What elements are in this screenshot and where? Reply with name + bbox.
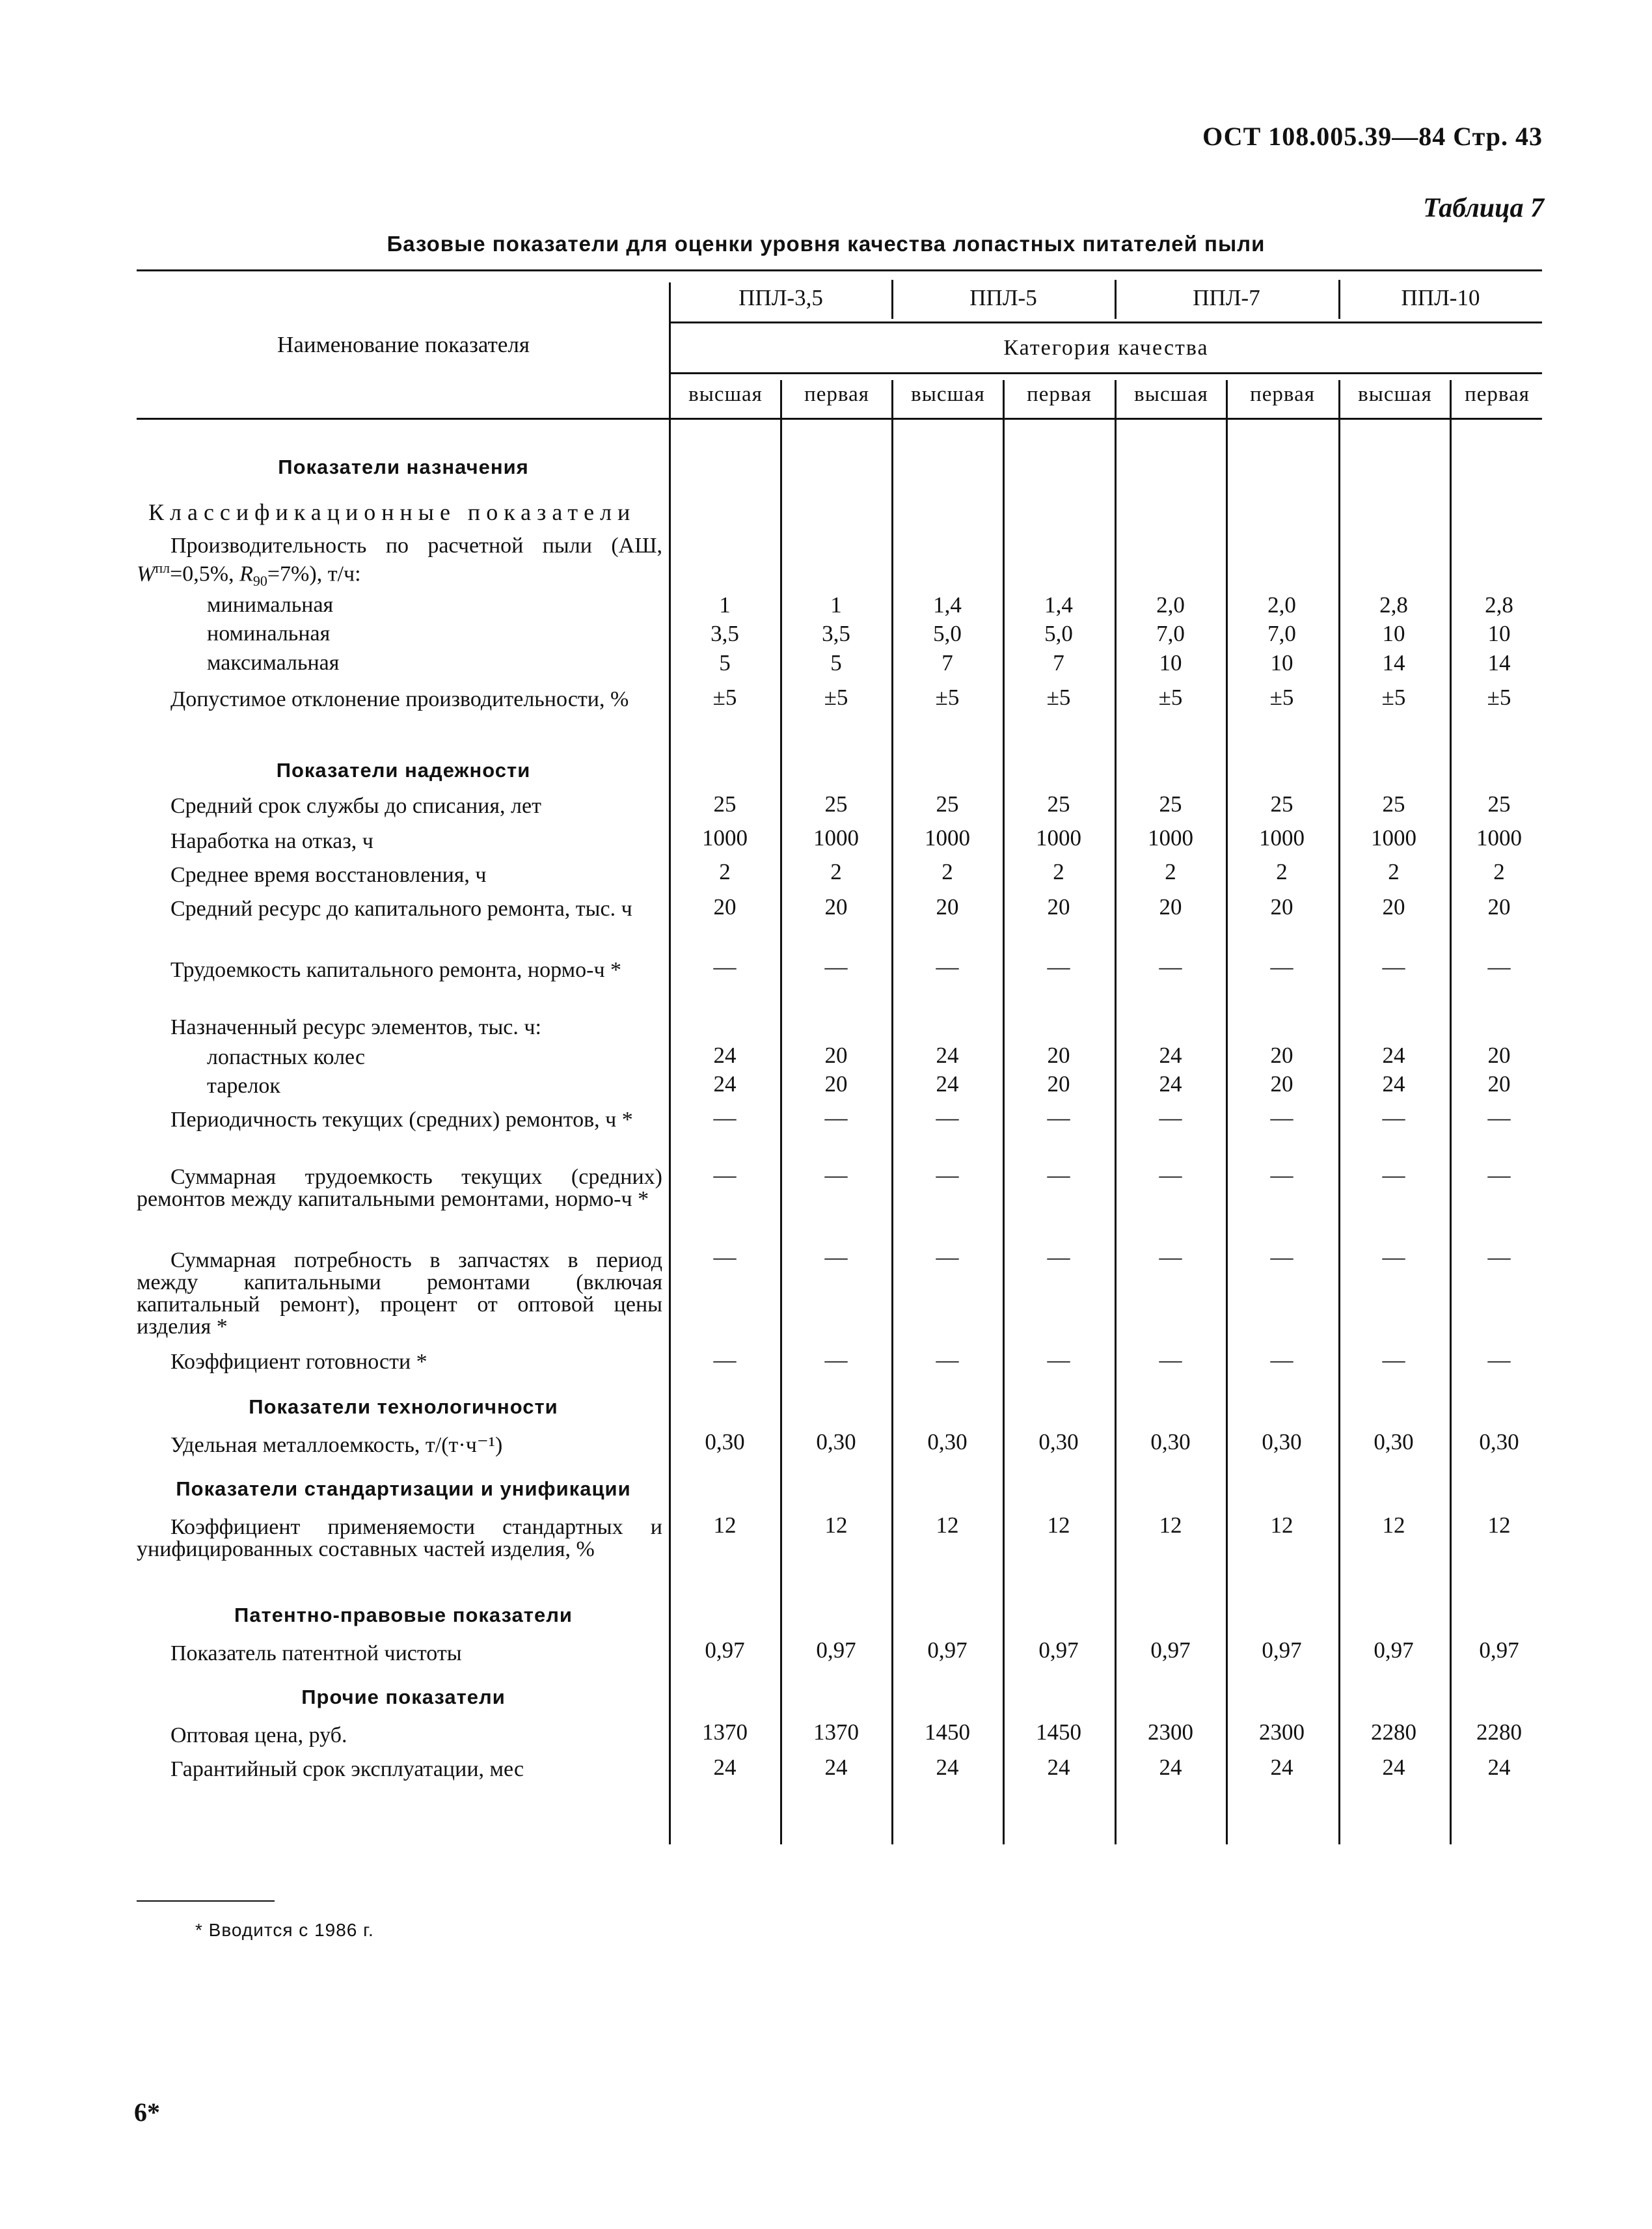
- table-cell: 2280: [1371, 1719, 1416, 1745]
- subcategory-header: высшая: [911, 383, 985, 406]
- footnote-rule: [137, 1900, 275, 1902]
- header-bottom-rule: [137, 418, 1542, 420]
- table-cell: 20: [1047, 894, 1070, 920]
- table-cell: 24: [713, 1043, 737, 1068]
- table-cell: 10: [1382, 621, 1405, 646]
- table-cell: 0,97: [1038, 1637, 1079, 1663]
- section-heading: Патентно-правовые показатели: [234, 1604, 573, 1626]
- table-cell: 2: [1165, 859, 1176, 884]
- table-cell: —: [936, 1162, 959, 1188]
- table-cell: 20: [936, 894, 959, 920]
- table-cell: —: [713, 1244, 737, 1270]
- table-cell: 10: [1487, 621, 1511, 646]
- table-cell: 0,97: [1262, 1637, 1302, 1663]
- section-heading: Показатели назначения: [278, 456, 529, 478]
- column-divider: [1003, 380, 1005, 1844]
- category-rule: [670, 372, 1542, 374]
- table-cell: 0,30: [1262, 1429, 1302, 1455]
- table-cell: 0,30: [705, 1429, 745, 1455]
- table-cell: 20: [1047, 1071, 1070, 1097]
- table-cell: —: [1487, 1347, 1511, 1373]
- table-cell: —: [824, 1244, 848, 1270]
- subcategory-header: первая: [1250, 383, 1315, 406]
- page-mark: 6*: [134, 2098, 160, 2127]
- row-label-mtbf: Наработка на отказ, ч: [170, 829, 373, 853]
- subcategory-header: высшая: [688, 383, 763, 406]
- table-cell: 20: [1487, 1071, 1511, 1097]
- table-cell: 25: [936, 791, 959, 817]
- table-cell: 20: [824, 1071, 848, 1097]
- table-cell: 24: [1159, 1043, 1182, 1068]
- table-cell: 24: [936, 1071, 959, 1097]
- table-cell: 24: [936, 1043, 959, 1068]
- table-cell: 20: [1270, 1071, 1293, 1097]
- table-cell: 24: [1382, 1071, 1405, 1097]
- quality-category-header: Категория качества: [1003, 336, 1209, 360]
- row-label-resource: Средний ресурс до капитального ремонта, тыс. ч: [170, 897, 632, 921]
- row-label-applicability: Коэффициент применяемости стандартных и унифицированных составных частей изделия, %: [137, 1515, 662, 1561]
- table-cell: 1,4: [933, 592, 962, 618]
- row-label-plates: тарелок: [207, 1074, 280, 1098]
- table-cell: ±5: [1046, 685, 1071, 710]
- table-cell: 1000: [1259, 825, 1305, 851]
- row-label-wheels: лопастных колес: [207, 1045, 366, 1069]
- table-cell: —: [824, 954, 848, 979]
- table-cell: —: [824, 1162, 848, 1188]
- row-label-service-life: Средний срок службы до списания, лет: [170, 794, 541, 818]
- table-cell: 5,0: [1044, 621, 1073, 646]
- row-label-price: Оптовая цена, руб.: [170, 1723, 347, 1747]
- model-header: ППЛ-10: [1401, 285, 1480, 310]
- table-cell: 25: [1487, 791, 1511, 817]
- table-cell: 2: [719, 859, 731, 884]
- table-cell: —: [1487, 1105, 1511, 1130]
- table-cell: 24: [1159, 1071, 1182, 1097]
- table-cell: 10: [1270, 650, 1293, 676]
- table-cell: —: [713, 1105, 737, 1130]
- subcategory-header: первая: [804, 383, 869, 406]
- row-label-spares: Суммарная потребность в запчастях в период между капитальными ремонтами (включая капитальный ремонт), процент от оптовой цены изделия *: [137, 1248, 662, 1339]
- column-divider: [1226, 380, 1228, 1844]
- table-cell: 1000: [1371, 825, 1416, 851]
- table-cell: 0,97: [1479, 1637, 1519, 1663]
- table-cell: —: [1487, 1162, 1511, 1188]
- table-cell: 24: [824, 1755, 848, 1780]
- table-cell: 14: [1382, 650, 1405, 676]
- table-cell: 24: [1047, 1755, 1070, 1780]
- table-cell: 2300: [1259, 1719, 1305, 1745]
- table-cell: 24: [713, 1071, 737, 1097]
- table-cell: 24: [1382, 1043, 1405, 1068]
- table-cell: —: [1159, 954, 1182, 979]
- footnote: * Вводится с 1986 г.: [195, 1920, 374, 1940]
- table-top-rule: [137, 269, 1542, 271]
- table-cell: 0,30: [816, 1429, 856, 1455]
- section-heading: Показатели технологичности: [249, 1395, 558, 1418]
- table-cell: 24: [1159, 1755, 1182, 1780]
- table-cell: 25: [1382, 791, 1405, 817]
- table-cell: 1370: [702, 1719, 748, 1745]
- row-label-max: максимальная: [207, 651, 340, 675]
- table-cell: 1370: [813, 1719, 859, 1745]
- model-header: ППЛ-3,5: [738, 285, 823, 310]
- section-heading: Показатели надежности: [276, 759, 531, 782]
- row-label-productivity: Производительность по расчетной пыли (АШ, $W^{пл}=0,5\%$, $R_{90}=7\%$), т/ч:: [137, 534, 662, 590]
- table-cell: 24: [1382, 1755, 1405, 1780]
- section-heading: Показатели стандартизации и унификации: [176, 1477, 631, 1500]
- table-cell: 10: [1159, 650, 1182, 676]
- table-cell: —: [1159, 1347, 1182, 1373]
- table-cell: 24: [713, 1755, 737, 1780]
- row-label-nom: номинальная: [207, 622, 331, 646]
- table-cell: 2: [1276, 859, 1288, 884]
- table-cell: 1000: [1148, 825, 1193, 851]
- table-cell: 5: [830, 650, 842, 676]
- table-cell: 1000: [1476, 825, 1522, 851]
- table-cell: —: [1487, 1244, 1511, 1270]
- table-cell: ±5: [1269, 685, 1294, 710]
- table-cell: —: [1270, 1105, 1293, 1130]
- table-cell: 1000: [702, 825, 748, 851]
- column-divider: [1338, 380, 1340, 1844]
- row-label-repair-period: Периодичность текущих (средних) ремонтов, ч *: [170, 1108, 633, 1132]
- table-cell: —: [936, 1244, 959, 1270]
- table-cell: —: [824, 1347, 848, 1373]
- table-cell: 2: [1388, 859, 1400, 884]
- table-cell: 1: [830, 592, 842, 618]
- table-cell: 7: [1053, 650, 1064, 676]
- table-cell: 24: [1270, 1755, 1293, 1780]
- table-cell: 12: [713, 1512, 737, 1538]
- table-cell: 25: [1270, 791, 1293, 817]
- model-header: ППЛ-7: [1193, 285, 1260, 310]
- table-cell: 5: [719, 650, 731, 676]
- models-rule: [670, 321, 1542, 323]
- table-cell: 0,97: [1150, 1637, 1191, 1663]
- table-cell: —: [1487, 954, 1511, 979]
- table-cell: 25: [824, 791, 848, 817]
- table-cell: —: [1159, 1105, 1182, 1130]
- document-header: ОСТ 108.005.39—84 Стр. 43: [1202, 122, 1543, 151]
- row-label-assigned-resource: Назначенный ресурс элементов, тыс. ч:: [170, 1015, 541, 1039]
- table-cell: 25: [713, 791, 737, 817]
- table-cell: —: [936, 1347, 959, 1373]
- table-cell: —: [1270, 954, 1293, 979]
- table-cell: 2,0: [1156, 592, 1185, 618]
- table-cell: 0,30: [1150, 1429, 1191, 1455]
- table-number: Таблица 7: [1423, 193, 1544, 223]
- table-cell: ±5: [935, 685, 960, 710]
- table-cell: —: [1270, 1244, 1293, 1270]
- table-cell: 7,0: [1156, 621, 1185, 646]
- table-cell: 0,30: [1374, 1429, 1414, 1455]
- table-cell: 12: [1382, 1512, 1405, 1538]
- table-cell: —: [1047, 1162, 1070, 1188]
- table-cell: 20: [1382, 894, 1405, 920]
- table-cell: 3,5: [711, 621, 739, 646]
- row-label-warranty: Гарантийный срок эксплуатации, мес: [170, 1757, 524, 1781]
- table-cell: —: [1382, 1244, 1405, 1270]
- row-label-deviation: Допустимое отклонение производительности, %: [170, 687, 629, 711]
- table-cell: 0,97: [816, 1637, 856, 1663]
- table-cell: 2: [1493, 859, 1505, 884]
- row-label-patent: Показатель патентной чистоты: [170, 1641, 462, 1665]
- table-cell: ±5: [1158, 685, 1183, 710]
- subcategory-header: первая: [1027, 383, 1092, 406]
- table-cell: 20: [1047, 1043, 1070, 1068]
- indicator-column-header: Наименование показателя: [277, 332, 530, 357]
- column-divider: [891, 380, 893, 1844]
- subcategory-header: первая: [1465, 383, 1530, 406]
- table-cell: —: [713, 954, 737, 979]
- table-cell: ±5: [824, 685, 848, 710]
- table-cell: ±5: [712, 685, 737, 710]
- row-label-availability: Коэффициент готовности *: [170, 1350, 427, 1374]
- subcategory-header: высшая: [1134, 383, 1208, 406]
- model-header: ППЛ-5: [969, 285, 1037, 310]
- section-heading: Прочие показатели: [301, 1686, 506, 1708]
- subcategory-header: высшая: [1358, 383, 1432, 406]
- table-cell: —: [936, 1105, 959, 1130]
- table-cell: 12: [936, 1512, 959, 1538]
- row-label-total-labor: Суммарная трудоемкость текущих (средних) ремонтов между капитальными ремонтами, нормо-ч *: [137, 1165, 662, 1211]
- table-cell: —: [1382, 1105, 1405, 1130]
- table-cell: 0,97: [705, 1637, 745, 1663]
- table-cell: 1000: [925, 825, 970, 851]
- table-cell: —: [713, 1347, 737, 1373]
- table-cell: 25: [1159, 791, 1182, 817]
- table-cell: 0,30: [1479, 1429, 1519, 1455]
- classification-label: Классификационные показатели: [148, 499, 636, 525]
- table-cell: 24: [1487, 1755, 1511, 1780]
- table-cell: —: [1270, 1347, 1293, 1373]
- table-cell: —: [1382, 1347, 1405, 1373]
- table-cell: 25: [1047, 791, 1070, 817]
- table-cell: —: [1047, 1244, 1070, 1270]
- table-cell: 20: [1270, 1043, 1293, 1068]
- table-cell: 20: [713, 894, 737, 920]
- table-cell: ±5: [1487, 685, 1511, 710]
- table-cell: 12: [824, 1512, 848, 1538]
- table-cell: 7,0: [1267, 621, 1296, 646]
- table-cell: 12: [1047, 1512, 1070, 1538]
- table-cell: —: [1047, 954, 1070, 979]
- table-cell: 0,30: [927, 1429, 968, 1455]
- table-cell: 14: [1487, 650, 1511, 676]
- table-cell: 2: [830, 859, 842, 884]
- row-label-metal-intensity: Удельная металлоемкость, т/(т·ч⁻¹): [170, 1433, 503, 1457]
- row-label-repair-labor: Трудоемкость капитального ремонта, нормо-ч *: [170, 958, 622, 982]
- table-cell: 1450: [925, 1719, 970, 1745]
- table-cell: 2,8: [1379, 592, 1408, 618]
- column-divider: [780, 380, 782, 1844]
- table-cell: 1450: [1036, 1719, 1081, 1745]
- table-cell: —: [1159, 1162, 1182, 1188]
- table-cell: 2,0: [1267, 592, 1296, 618]
- table-cell: —: [1382, 954, 1405, 979]
- row-label-min: минимальная: [207, 593, 334, 617]
- table-cell: 20: [1270, 894, 1293, 920]
- column-divider: [1115, 380, 1117, 1844]
- table-cell: 2,8: [1485, 592, 1513, 618]
- table-cell: —: [1159, 1244, 1182, 1270]
- table-cell: 12: [1487, 1512, 1511, 1538]
- table-cell: —: [1047, 1347, 1070, 1373]
- column-divider: [1450, 380, 1452, 1844]
- table-cell: 20: [1487, 894, 1511, 920]
- row-label-mttr: Среднее время восстановления, ч: [170, 863, 487, 887]
- table-cell: 2280: [1476, 1719, 1522, 1745]
- table-cell: 20: [1487, 1043, 1511, 1068]
- table-cell: —: [1047, 1105, 1070, 1130]
- table-cell: 12: [1159, 1512, 1182, 1538]
- table-caption: Базовые показатели для оценки уровня качества лопастных питателей пыли: [386, 232, 1266, 256]
- table-cell: —: [1270, 1162, 1293, 1188]
- table-cell: 24: [936, 1755, 959, 1780]
- table-cell: —: [713, 1162, 737, 1188]
- table-cell: 1: [719, 592, 731, 618]
- table-cell: —: [824, 1105, 848, 1130]
- table-cell: 0,97: [1374, 1637, 1414, 1663]
- table-cell: 20: [824, 894, 848, 920]
- table-cell: 20: [1159, 894, 1182, 920]
- table-cell: 1000: [1036, 825, 1081, 851]
- table-cell: 1,4: [1044, 592, 1073, 618]
- table-cell: 5,0: [933, 621, 962, 646]
- table-cell: —: [936, 954, 959, 979]
- table-cell: —: [1382, 1162, 1405, 1188]
- table-cell: ±5: [1381, 685, 1406, 710]
- table-cell: 0,30: [1038, 1429, 1079, 1455]
- table-cell: 2: [1053, 859, 1064, 884]
- table-cell: 1000: [813, 825, 859, 851]
- table-cell: 2: [941, 859, 953, 884]
- table-cell: 12: [1270, 1512, 1293, 1538]
- table-cell: 20: [824, 1043, 848, 1068]
- table-cell: 2300: [1148, 1719, 1193, 1745]
- table-cell: 0,97: [927, 1637, 968, 1663]
- table-cell: 3,5: [822, 621, 850, 646]
- table-cell: 7: [941, 650, 953, 676]
